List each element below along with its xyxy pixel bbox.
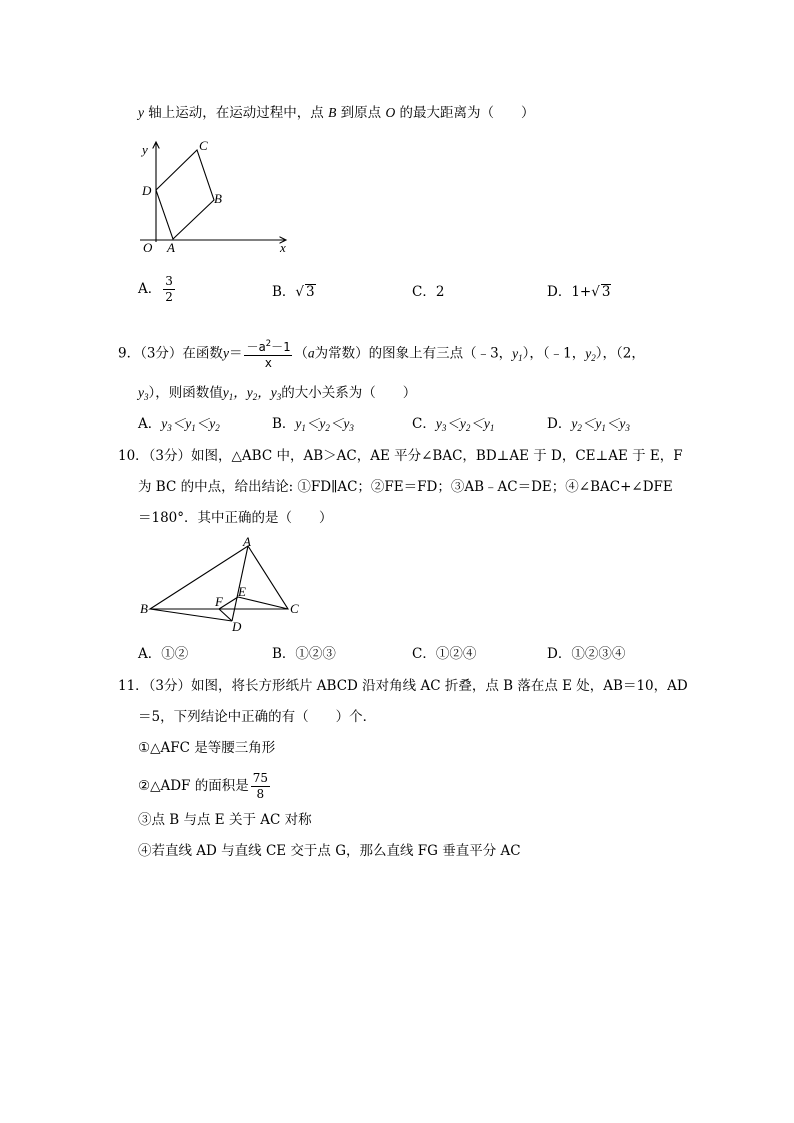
q11-item2-fraction — [251, 771, 270, 802]
frac-den: 2 — [165, 290, 173, 304]
q9-line-2 — [138, 383, 416, 407]
q9-y3: $y_3$ — [138, 385, 149, 402]
label-B: B — [214, 191, 222, 206]
q9-den: x — [264, 356, 272, 370]
q9-pts-tail2: ），（2， — [595, 345, 645, 362]
q9-option-a-label: A． — [138, 416, 162, 432]
q8-option-d-label: D．1+ — [547, 284, 592, 300]
q9-y: y — [222, 345, 229, 361]
q9-frac-num — [244, 337, 292, 356]
q9-mid2: 为常数）的图象上有三点（﹣3， — [314, 345, 513, 362]
q8-option-b[interactable] — [272, 282, 316, 302]
frac-num: 3 — [165, 274, 173, 288]
q10-option-d[interactable]: D．①②③④ — [547, 646, 626, 662]
q9-eq: ＝ — [228, 345, 243, 362]
q10-line-3: ＝180°．其中正确的是（ ） — [138, 510, 333, 526]
q10-option-b[interactable]: B．①②③ — [272, 646, 336, 662]
q9-option-d-label: D． — [547, 416, 572, 432]
q9-option-c-label: C． — [412, 416, 436, 432]
q8-option-a[interactable] — [138, 274, 177, 305]
sqrt-arg: 3 — [601, 284, 611, 300]
q9-option-b[interactable]: B．$y_1<y_2<y_3$ — [272, 416, 354, 433]
label-O: O — [143, 240, 153, 255]
q9-a: a — [307, 345, 315, 361]
q11-item2-text: ②△ADF 的面积是 — [138, 778, 249, 794]
q9-y2: $y_2$ — [585, 345, 596, 363]
q9-y-list: $y_1$，$y_2$，$y_3$ — [222, 385, 282, 402]
q8-text-1: 轴上运动，在运动过程中，点 — [144, 105, 329, 121]
label-C: C — [290, 601, 299, 616]
q9-fraction — [244, 337, 292, 371]
q9-num-sup: 2 — [265, 339, 272, 349]
q10-figure — [138, 535, 308, 635]
q8-option-a-label: A． — [138, 281, 162, 297]
frac-num: 75 — [252, 771, 268, 785]
q9-mid1: （ — [294, 345, 308, 362]
q8-continuation — [138, 103, 534, 123]
q11-line-1: 11．（3分）如图，将长方形纸片 ABCD 沿对角线 AC 折叠，点 B 落在点 E 处，AB＝10，AD — [118, 678, 688, 694]
q9-line-1 — [118, 337, 645, 371]
q8-option-c-label: C．2 — [412, 284, 445, 300]
q8-var-y: y — [138, 105, 144, 120]
q8-option-d[interactable] — [547, 282, 611, 302]
q10-option-c[interactable]: C．①②④ — [412, 646, 477, 662]
q9-line2-tail: ），则函数值 — [148, 385, 223, 401]
q8-text-3: 的最大距离为（ ） — [395, 105, 535, 121]
label-F: F — [215, 594, 223, 609]
label-y: y — [142, 142, 148, 157]
segment-BD — [150, 609, 232, 621]
frac-den: 8 — [256, 787, 265, 801]
q9-option-b-label: B． — [272, 416, 296, 432]
label-A: A — [167, 240, 175, 255]
rhombus-ABCD — [156, 150, 214, 239]
label-B: B — [140, 601, 148, 616]
q9-prefix: 9．（3分）在函数 — [118, 345, 223, 362]
label-x: x — [280, 240, 286, 255]
label-E: E — [238, 584, 246, 599]
label-A: A — [243, 535, 251, 549]
q9-option-d[interactable]: D．$y_2<y_1<y_3$ — [547, 416, 630, 433]
q11-item-1: ①△AFC 是等腰三角形 — [138, 740, 276, 756]
label-C: C — [199, 138, 208, 153]
q8-option-a-fraction — [163, 274, 175, 305]
q8-option-b-label: B． — [272, 284, 296, 300]
q9-line2-tail2: 的大小关系为（ ） — [281, 385, 417, 401]
q8-var-O: O — [385, 105, 396, 120]
q11-item-2 — [138, 771, 272, 802]
q11-item-3: ③点 B 与点 E 关于 AC 对称 — [138, 812, 312, 828]
q9-y1: $y_1$ — [512, 345, 523, 363]
q10-line-1: 10．（3分）如图，△ABC 中，AB＞AC，AE 平分∠BAC，BD⊥AE 于 D，CE⊥AE 于 E，F — [118, 448, 683, 464]
q10-line-2: 为 BC 的中点，给出结论: ①FD∥AC；②FE＝FD；③AB﹣AC＝DE；④∠BAC+∠DFE — [138, 479, 673, 495]
q9-num-tail: －1 — [271, 340, 291, 354]
q10-option-a[interactable]: A．①② — [138, 646, 189, 662]
sqrt-symbol: √ 3 — [591, 284, 611, 300]
label-D: D — [142, 183, 152, 198]
q8-var-B: B — [328, 105, 337, 120]
sqrt-arg: 3 — [306, 284, 315, 300]
q11-line-2: ＝5，下列结论中正确的有（ ）个． — [138, 709, 377, 725]
q8-text-2: 到原点 — [336, 105, 386, 121]
q9-pts-tail: ），（﹣1， — [522, 345, 586, 362]
q9-option-c[interactable]: C．$y_3<y_2<y_1$ — [412, 416, 495, 433]
q9-option-a[interactable]: A．$y_3<y_1<y_2$ — [138, 416, 220, 433]
q11-item-4: ④若直线 AD 与直线 CE 交于点 G，那么直线 FG 垂直平分 AC — [138, 843, 521, 859]
sqrt-symbol: √ 3 — [295, 284, 315, 300]
q9-num: －a — [246, 340, 266, 354]
q8-option-c[interactable] — [412, 282, 444, 302]
label-D: D — [232, 619, 242, 634]
q8-figure — [130, 136, 300, 262]
